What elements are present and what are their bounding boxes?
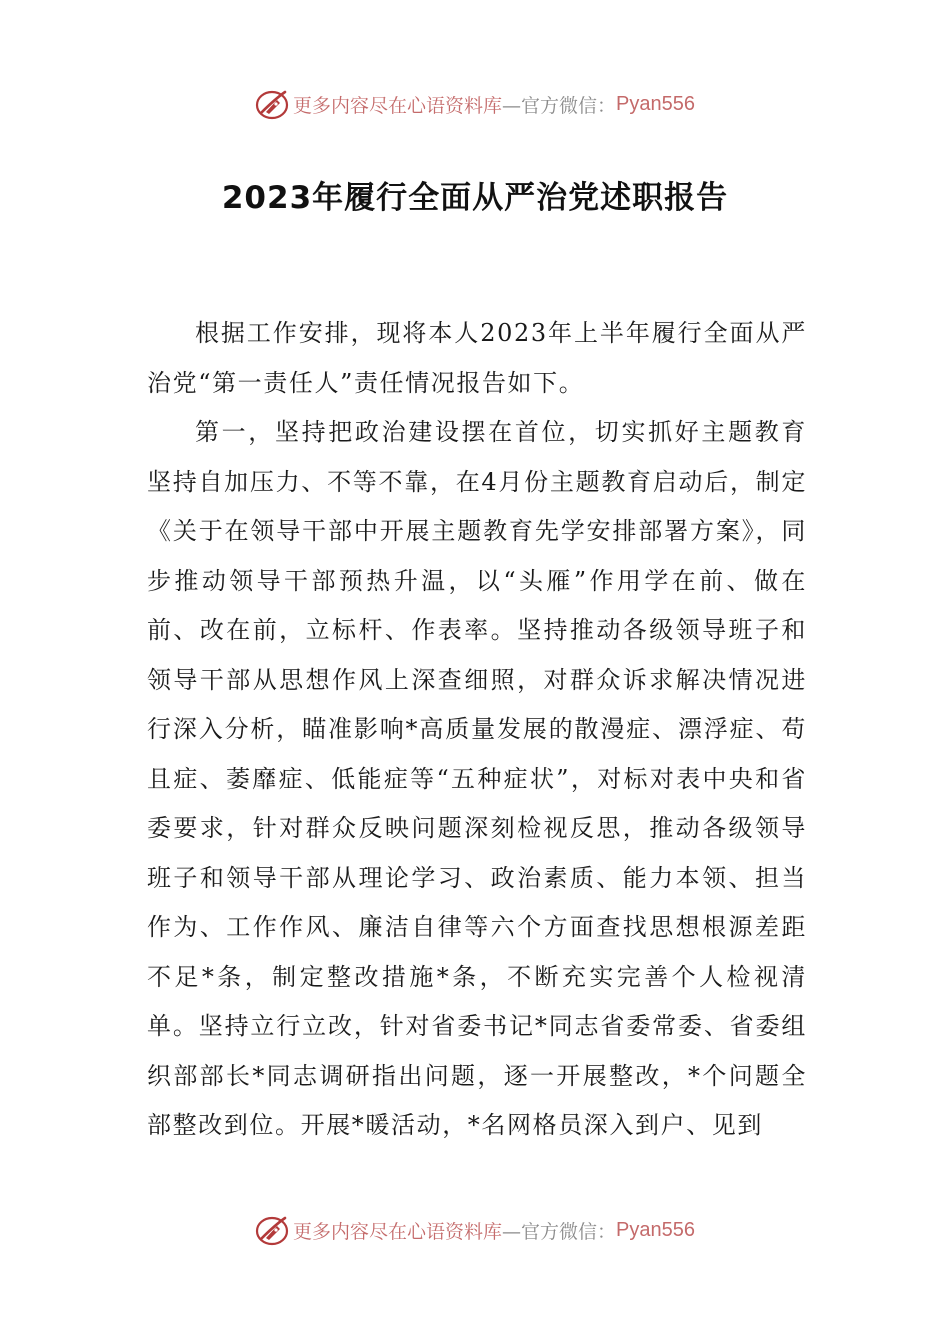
pen-nib-logo-icon: [255, 1213, 289, 1247]
banner-official-label: —官方微信：: [502, 1220, 617, 1243]
banner-tagline: 更多内容尽在心语资料库: [293, 1220, 503, 1243]
banner-official-label: —官方微信：: [502, 94, 617, 117]
banner-tagline: 更多内容尽在心语资料库: [293, 94, 503, 117]
banner-wechat-id: Pyan556: [616, 92, 695, 115]
paragraph: 第一，坚持把政治建设摆在首位，切实抓好主题教育坚持自加压力、不等不靠，在4月份主题教育启动后，制定《关于在领导干部中开展主题教育先学安排部署方案》，同步推动领导干部预热升温，以“头雁”作用学在前、做在前、改在前，立标杆、作表率。坚持推动各级领导班子和领导干部从思想作风上深查细照，对群众诉求解决情况进行深入分析，瞄准影响*高质量发展的散漫症、漂浮症、苟且症、萎靡症、低能症等“五种症状”，对标对表中央和省委要求，针对群众反映问题深刻检视反思，推动各级领导班子和领导干部从理论学习、政治素质、能力本领、担当作为、工作作风、廉洁自律等六个方面查找思想根源差距不足*条，制定整改措施*条，不断充实完善个人检视清单。坚持立行立改，针对省委书记*同志省委常委、省委组织部部长*同志调研指出问题，逐一开展整改，*个问题全部整改到位。开展*暖活动，*名网格员深入到户、见到: [147, 418, 807, 1139]
header-banner: [0, 84, 950, 124]
banner-wechat-id: Pyan556: [616, 1218, 695, 1241]
document-body: [147, 309, 807, 1151]
pen-nib-logo-icon: [255, 87, 289, 121]
paragraph: 根据工作安排，现将本人2023年上半年履行全面从严治党“第一责任人”责任情况报告如下。: [147, 319, 807, 397]
footer-banner: [0, 1210, 950, 1250]
document-title: 2023年履行全面从严治党述职报告: [221, 180, 729, 216]
